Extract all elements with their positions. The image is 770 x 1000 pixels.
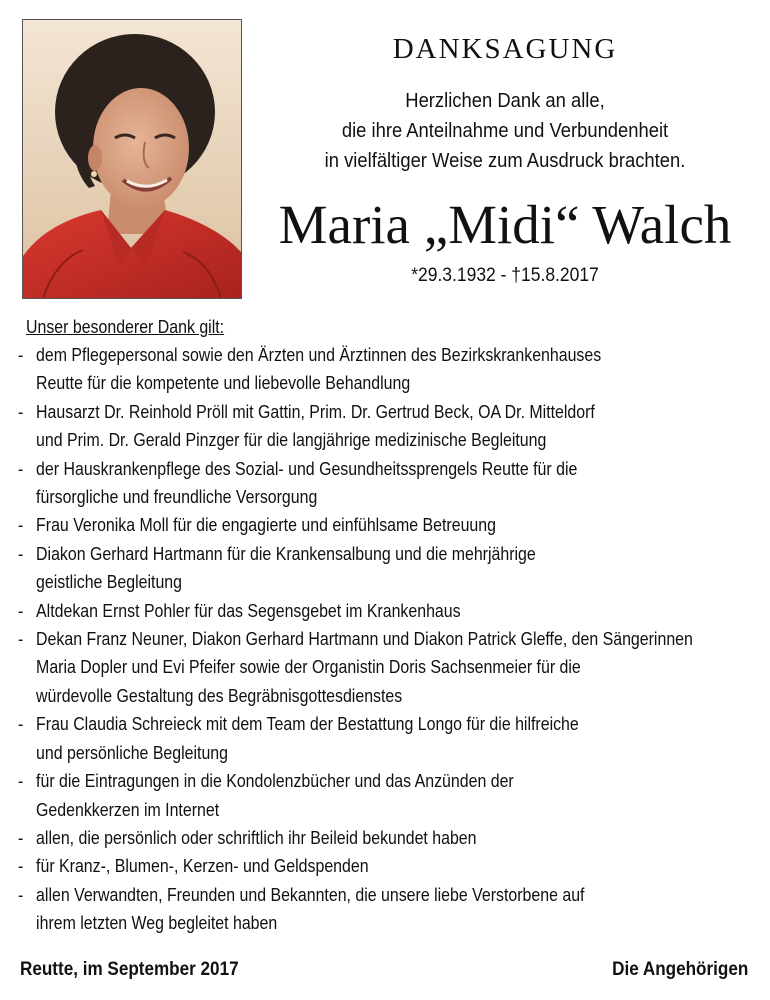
list-item-line: Diakon Gerhard Hartmann für die Krankensalbung und die mehrjährige (36, 542, 536, 564)
bullet-dash: - (18, 514, 24, 536)
bullet-dash: - (18, 400, 24, 422)
list-item-line: allen, die persönlich oder schriftlich ihr Beileid bekundet haben (36, 826, 477, 848)
list-item-line: allen Verwandten, Freunden und Bekannten, die unsere liebe Verstorbene auf (36, 883, 585, 905)
list-item (18, 625, 770, 710)
list-item-line: für die Eintragungen in die Kondolenzbücher und das Anzünden der (36, 770, 514, 792)
list-item (18, 455, 770, 512)
list-item-line: Hausarzt Dr. Reinhold Pröll mit Gattin, Prim. Dr. Gertrud Beck, OA Dr. Mitteldorf (36, 400, 595, 422)
thanks-intro: Unser besonderer Dank gilt: (26, 316, 225, 337)
list-item-line: würdevolle Gestaltung des Begräbnisgottesdienstes (36, 684, 403, 706)
thanks-list (18, 341, 770, 938)
list-item (18, 881, 770, 938)
bullet-dash: - (18, 344, 24, 365)
list-item-line: ihrem letzten Weg begleitet haben (36, 912, 278, 934)
list-item-line: Altdekan Ernst Pohler für das Segensgebet im Krankenhaus (36, 599, 461, 621)
bullet-dash: - (18, 826, 24, 848)
list-item-line: Reutte für die kompetente und liebevolle Behandlung (36, 372, 411, 394)
bullet-dash: - (18, 457, 24, 479)
thanks-headline (270, 86, 739, 176)
list-item-line: und Prim. Dr. Gerald Pinzger für die langjährige medizinische Begleitung (36, 429, 547, 451)
list-item (18, 540, 770, 597)
headline-line: in vielfältiger Weise zum Ausdruck brachten. (324, 150, 686, 172)
list-item (18, 824, 770, 852)
place-and-date: Reutte, im September 2017 (20, 959, 239, 980)
headline-line: die ihre Anteilnahme und Verbundenheit (341, 120, 669, 142)
list-item-line: und persönliche Begleitung (36, 741, 229, 763)
list-item-line: Gedenkkerzen im Internet (36, 798, 220, 820)
bullet-dash: - (18, 770, 24, 792)
bullet-dash: - (18, 542, 24, 564)
page-title: DANKSAGUNG (392, 33, 618, 65)
list-item-line: der Hauskrankenpflege des Sozial- und Gesundheitssprengels Reutte für die (36, 457, 578, 479)
deceased-name: Maria „Midi“ Walch (278, 194, 732, 255)
bullet-dash: - (18, 628, 24, 650)
list-item (18, 710, 770, 767)
headline-line: Herzlichen Dank an alle, (405, 90, 605, 112)
signature: Die Angehörigen (611, 959, 748, 980)
life-dates: *29.3.1932 - †15.8.2017 (411, 265, 599, 286)
list-item (18, 767, 770, 824)
list-item-line: dem Pflegepersonal sowie den Ärzten und Ärztinnen des Bezirkskrankenhauses (36, 344, 602, 365)
list-item-line: fürsorgliche und freundliche Versorgung (36, 486, 318, 508)
bullet-dash: - (18, 855, 24, 877)
bullet-dash: - (18, 599, 24, 621)
bullet-dash: - (18, 713, 24, 735)
list-item-line: Maria Dopler und Evi Pfeifer sowie der Organistin Doris Sachsenmeier für die (36, 656, 581, 678)
list-item (18, 398, 770, 455)
list-item-line: für Kranz-, Blumen-, Kerzen- und Geldspenden (36, 855, 369, 877)
list-item-line: geistliche Begleitung (36, 571, 183, 593)
portrait-illustration (23, 20, 241, 298)
bullet-dash: - (18, 883, 24, 905)
portrait-photo (22, 19, 242, 299)
list-item (18, 511, 770, 539)
list-item (18, 341, 770, 398)
list-item (18, 852, 770, 880)
list-item (18, 597, 770, 625)
list-item-line: Frau Veronika Moll für die engagierte und einfühlsame Betreuung (36, 514, 496, 536)
list-item-line: Dekan Franz Neuner, Diakon Gerhard Hartmann und Diakon Patrick Gleffe, den Sängerinnen (36, 628, 693, 650)
list-item-line: Frau Claudia Schreieck mit dem Team der Bestattung Longo für die hilfreiche (36, 713, 579, 735)
